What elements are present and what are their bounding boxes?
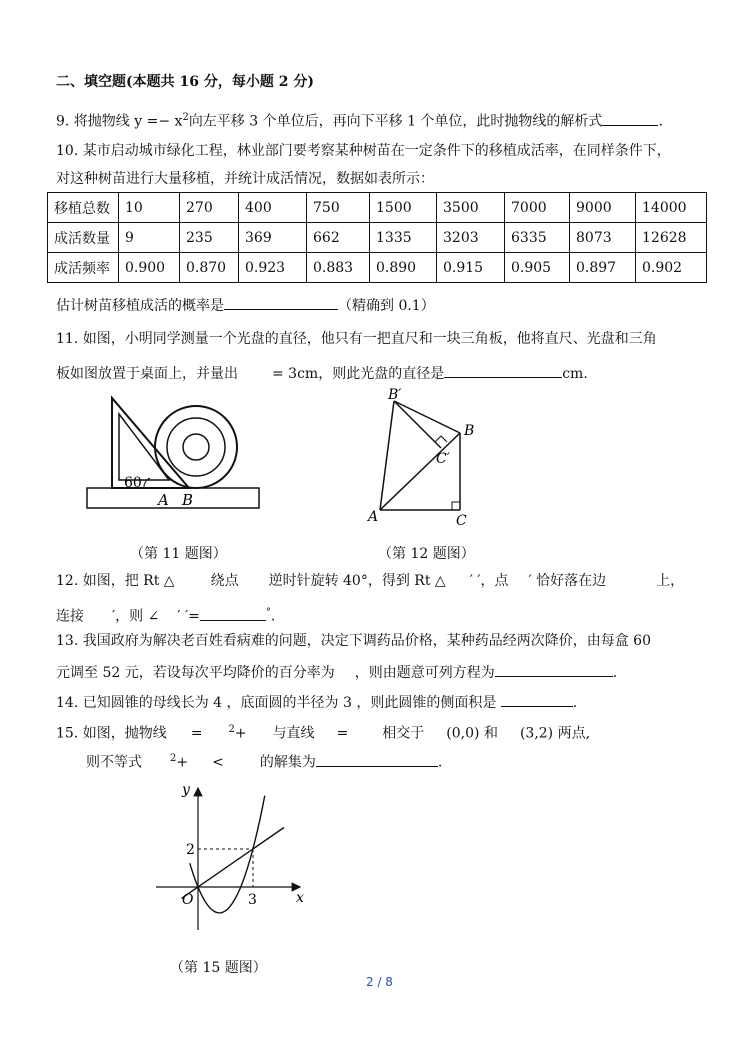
table-cell: 6335 xyxy=(505,223,570,253)
fig12-label-bp: B′ xyxy=(388,387,402,403)
q14-tail: . xyxy=(572,695,578,711)
q12-tri2: △ xyxy=(434,573,446,589)
q14-text: 14. 已知圆锥的母线长为 4 ，底面圆的半径为 3 ，则此圆锥的侧面积是 xyxy=(56,695,497,711)
q15-and: 和 xyxy=(483,725,498,742)
q15-line1-a: 15. 如图，抛物线 xyxy=(56,725,167,742)
q13-line2-a: 元调至 52 元，若设每次平均降价的百分率为 xyxy=(56,665,335,681)
table-cell: 12628 xyxy=(636,223,707,253)
fig11-label-60: 60 xyxy=(124,475,142,491)
table-cell: 235 xyxy=(180,223,239,253)
table-cell: 0.915 xyxy=(437,253,505,283)
table-cell: 0.897 xyxy=(570,253,636,283)
q15-eq: = xyxy=(190,725,203,742)
q13-line2-b: ，则由题意可列方程为 xyxy=(354,665,495,681)
question-10-line2: 对这种树苗进行大量移植，并统计成活情况，数据如表所示： xyxy=(56,171,434,187)
table-cell: 9000 xyxy=(570,193,636,223)
table-cell: 0.870 xyxy=(180,253,239,283)
table-cell: 3500 xyxy=(437,193,505,223)
table-row-header: 成活频率 xyxy=(48,253,119,283)
fig12-label-a: A xyxy=(368,509,379,525)
table-row xyxy=(48,253,707,283)
fig12-label-c: C xyxy=(456,513,467,529)
question-15-line1 xyxy=(56,721,590,743)
fig15-label-y: y xyxy=(182,782,190,798)
question-11-line2 xyxy=(56,363,588,383)
fig15-caption: （第 15 题图） xyxy=(170,960,267,976)
question-13-line1: 13. 我国政府为解决老百姓看病难的问题，决定下调药品价格，某种药品经两次降价，由每盒 60 xyxy=(56,633,651,649)
table-row-header: 移植总数 xyxy=(48,193,119,223)
q12-degree: ° xyxy=(265,607,271,618)
question-10-estimate xyxy=(56,295,435,315)
table-cell: 9 xyxy=(119,223,180,253)
q11-line2-a: 板如图放置于桌面上，并量出 xyxy=(56,366,238,382)
table-cell: 1335 xyxy=(370,223,437,253)
table-cell: 7000 xyxy=(505,193,570,223)
q15-point-2: (3,2) xyxy=(519,725,554,742)
q12-line1-e: ′ 恰好落在边 xyxy=(528,573,607,589)
q9-text-a: 9. 将抛物线 y =− x xyxy=(56,113,183,130)
q13-answer-blank[interactable] xyxy=(495,662,613,677)
disc-middle xyxy=(167,418,225,476)
table-cell: 662 xyxy=(307,223,370,253)
q15-answer-blank[interactable] xyxy=(316,752,438,767)
q9-sup: 2 xyxy=(182,112,189,123)
fig15-label-2: 2 xyxy=(186,842,195,858)
table-cell: 369 xyxy=(239,223,307,253)
question-13-line2 xyxy=(56,662,617,682)
ruler xyxy=(87,488,259,508)
fig12-label-b: B xyxy=(464,423,475,439)
q12-line1-d: ′ ′，点 xyxy=(469,573,509,589)
fig11-label-a: A xyxy=(158,491,169,509)
fig15-label-3: 3 xyxy=(248,892,257,908)
q15-line1-b: 与直线 xyxy=(272,725,315,742)
q12-line1-c: 逆时针旋转 40°，得到 Rt xyxy=(268,573,431,589)
q15-point-1: (0,0) xyxy=(446,725,480,742)
q10-estimate-b: （精确到 0.1） xyxy=(338,298,435,314)
q12-line2-b: ′，则 ∠ xyxy=(112,608,160,625)
q11-line2-c: cm. xyxy=(562,366,588,382)
figure-11 xyxy=(84,392,264,514)
table-cell: 0.902 xyxy=(636,253,707,283)
q15-plus: + xyxy=(234,725,247,742)
q15-line1-c: 相交于 xyxy=(382,725,425,742)
question-15-line2 xyxy=(86,750,442,772)
table-row-header: 成活数量 xyxy=(48,223,119,253)
q12-line2-a: 连接 xyxy=(56,608,84,625)
fig12-caption: （第 12 题图） xyxy=(378,546,475,562)
question-10-line1: 10. 某市启动城市绿化工程，林业部门要考察某种树苗在一定条件下的移植成活率，在同样条件下， xyxy=(56,143,671,159)
figure-12 xyxy=(360,385,490,530)
table-cell: 3203 xyxy=(437,223,505,253)
q10-answer-blank[interactable] xyxy=(224,295,338,310)
fig11-label-b: B xyxy=(182,491,194,509)
q12-tri: △ xyxy=(163,573,175,589)
q12-line2-e: . xyxy=(270,608,276,625)
q14-answer-blank[interactable] xyxy=(501,692,573,707)
disc-hole xyxy=(183,434,209,460)
fig12-label-cp: C′ xyxy=(436,451,450,467)
q12-answer-blank[interactable] xyxy=(200,606,266,621)
question-9 xyxy=(56,109,663,131)
q9-text-b: 向左平移 3 个单位后，再向下平移 1 个单位，此时抛物线的解析式 xyxy=(188,113,603,130)
fig15-label-x: x xyxy=(296,890,304,906)
q12-line2-c: ′ ′= xyxy=(177,608,200,625)
q15-eq2: = xyxy=(336,725,349,742)
q10-estimate-a: 估计树苗移植成活的概率是 xyxy=(56,298,224,314)
table-cell: 1500 xyxy=(370,193,437,223)
table-cell: 270 xyxy=(180,193,239,223)
table-cell: 14000 xyxy=(636,193,707,223)
table-cell: 0.923 xyxy=(239,253,307,283)
q15-line1-d: 两点, xyxy=(557,725,591,742)
table-cell: 400 xyxy=(239,193,307,223)
q15-line2-c: . xyxy=(437,754,443,771)
q13-line2-c: . xyxy=(612,665,618,681)
table-cell: 0.905 xyxy=(505,253,570,283)
q12-line1-a: 12. 如图，把 Rt xyxy=(56,573,160,589)
q15-line2-b: 的解集为 xyxy=(259,754,316,771)
q9-answer-blank[interactable] xyxy=(602,111,658,126)
q9-tail: . xyxy=(658,113,663,130)
q15-lt: < xyxy=(212,754,224,771)
table-cell: 0.883 xyxy=(307,253,370,283)
q11-answer-blank[interactable] xyxy=(444,363,562,378)
fig15-label-o: O xyxy=(182,892,194,908)
survival-table xyxy=(47,192,707,283)
table-cell: 10 xyxy=(119,193,180,223)
table-cell: 0.900 xyxy=(119,253,180,283)
table-cell: 750 xyxy=(307,193,370,223)
q15-line2-a: 则不等式 xyxy=(86,754,142,771)
table-row xyxy=(48,193,707,223)
q12-line1-f: 上， xyxy=(656,573,685,589)
question-11-line1: 11. 如图，小明同学测量一个光盘的直径，他只有一把直尺和一块三角板，他将直尺、光盘和三角 xyxy=(56,331,657,347)
q15-plus2: + xyxy=(176,754,189,771)
table-cell: 0.890 xyxy=(370,253,437,283)
question-12-line1 xyxy=(56,572,684,590)
question-12-line2 xyxy=(56,604,275,626)
figure-15 xyxy=(150,780,310,940)
q15-sup: 2 xyxy=(228,724,235,735)
line-curve xyxy=(182,828,285,899)
q15-sup2: 2 xyxy=(170,753,177,764)
page-number: 2 / 8 xyxy=(366,975,393,989)
q12-line1-b: 绕点 xyxy=(210,573,239,589)
q11-line2-b: = 3cm，则此光盘的直径是 xyxy=(272,366,445,382)
section-heading: 二、填空题(本题共 16 分，每小题 2 分) xyxy=(56,74,314,90)
fig11-caption: （第 11 题图） xyxy=(130,546,227,562)
question-14 xyxy=(56,692,577,712)
table-row xyxy=(48,223,707,253)
table-cell: 8073 xyxy=(570,223,636,253)
